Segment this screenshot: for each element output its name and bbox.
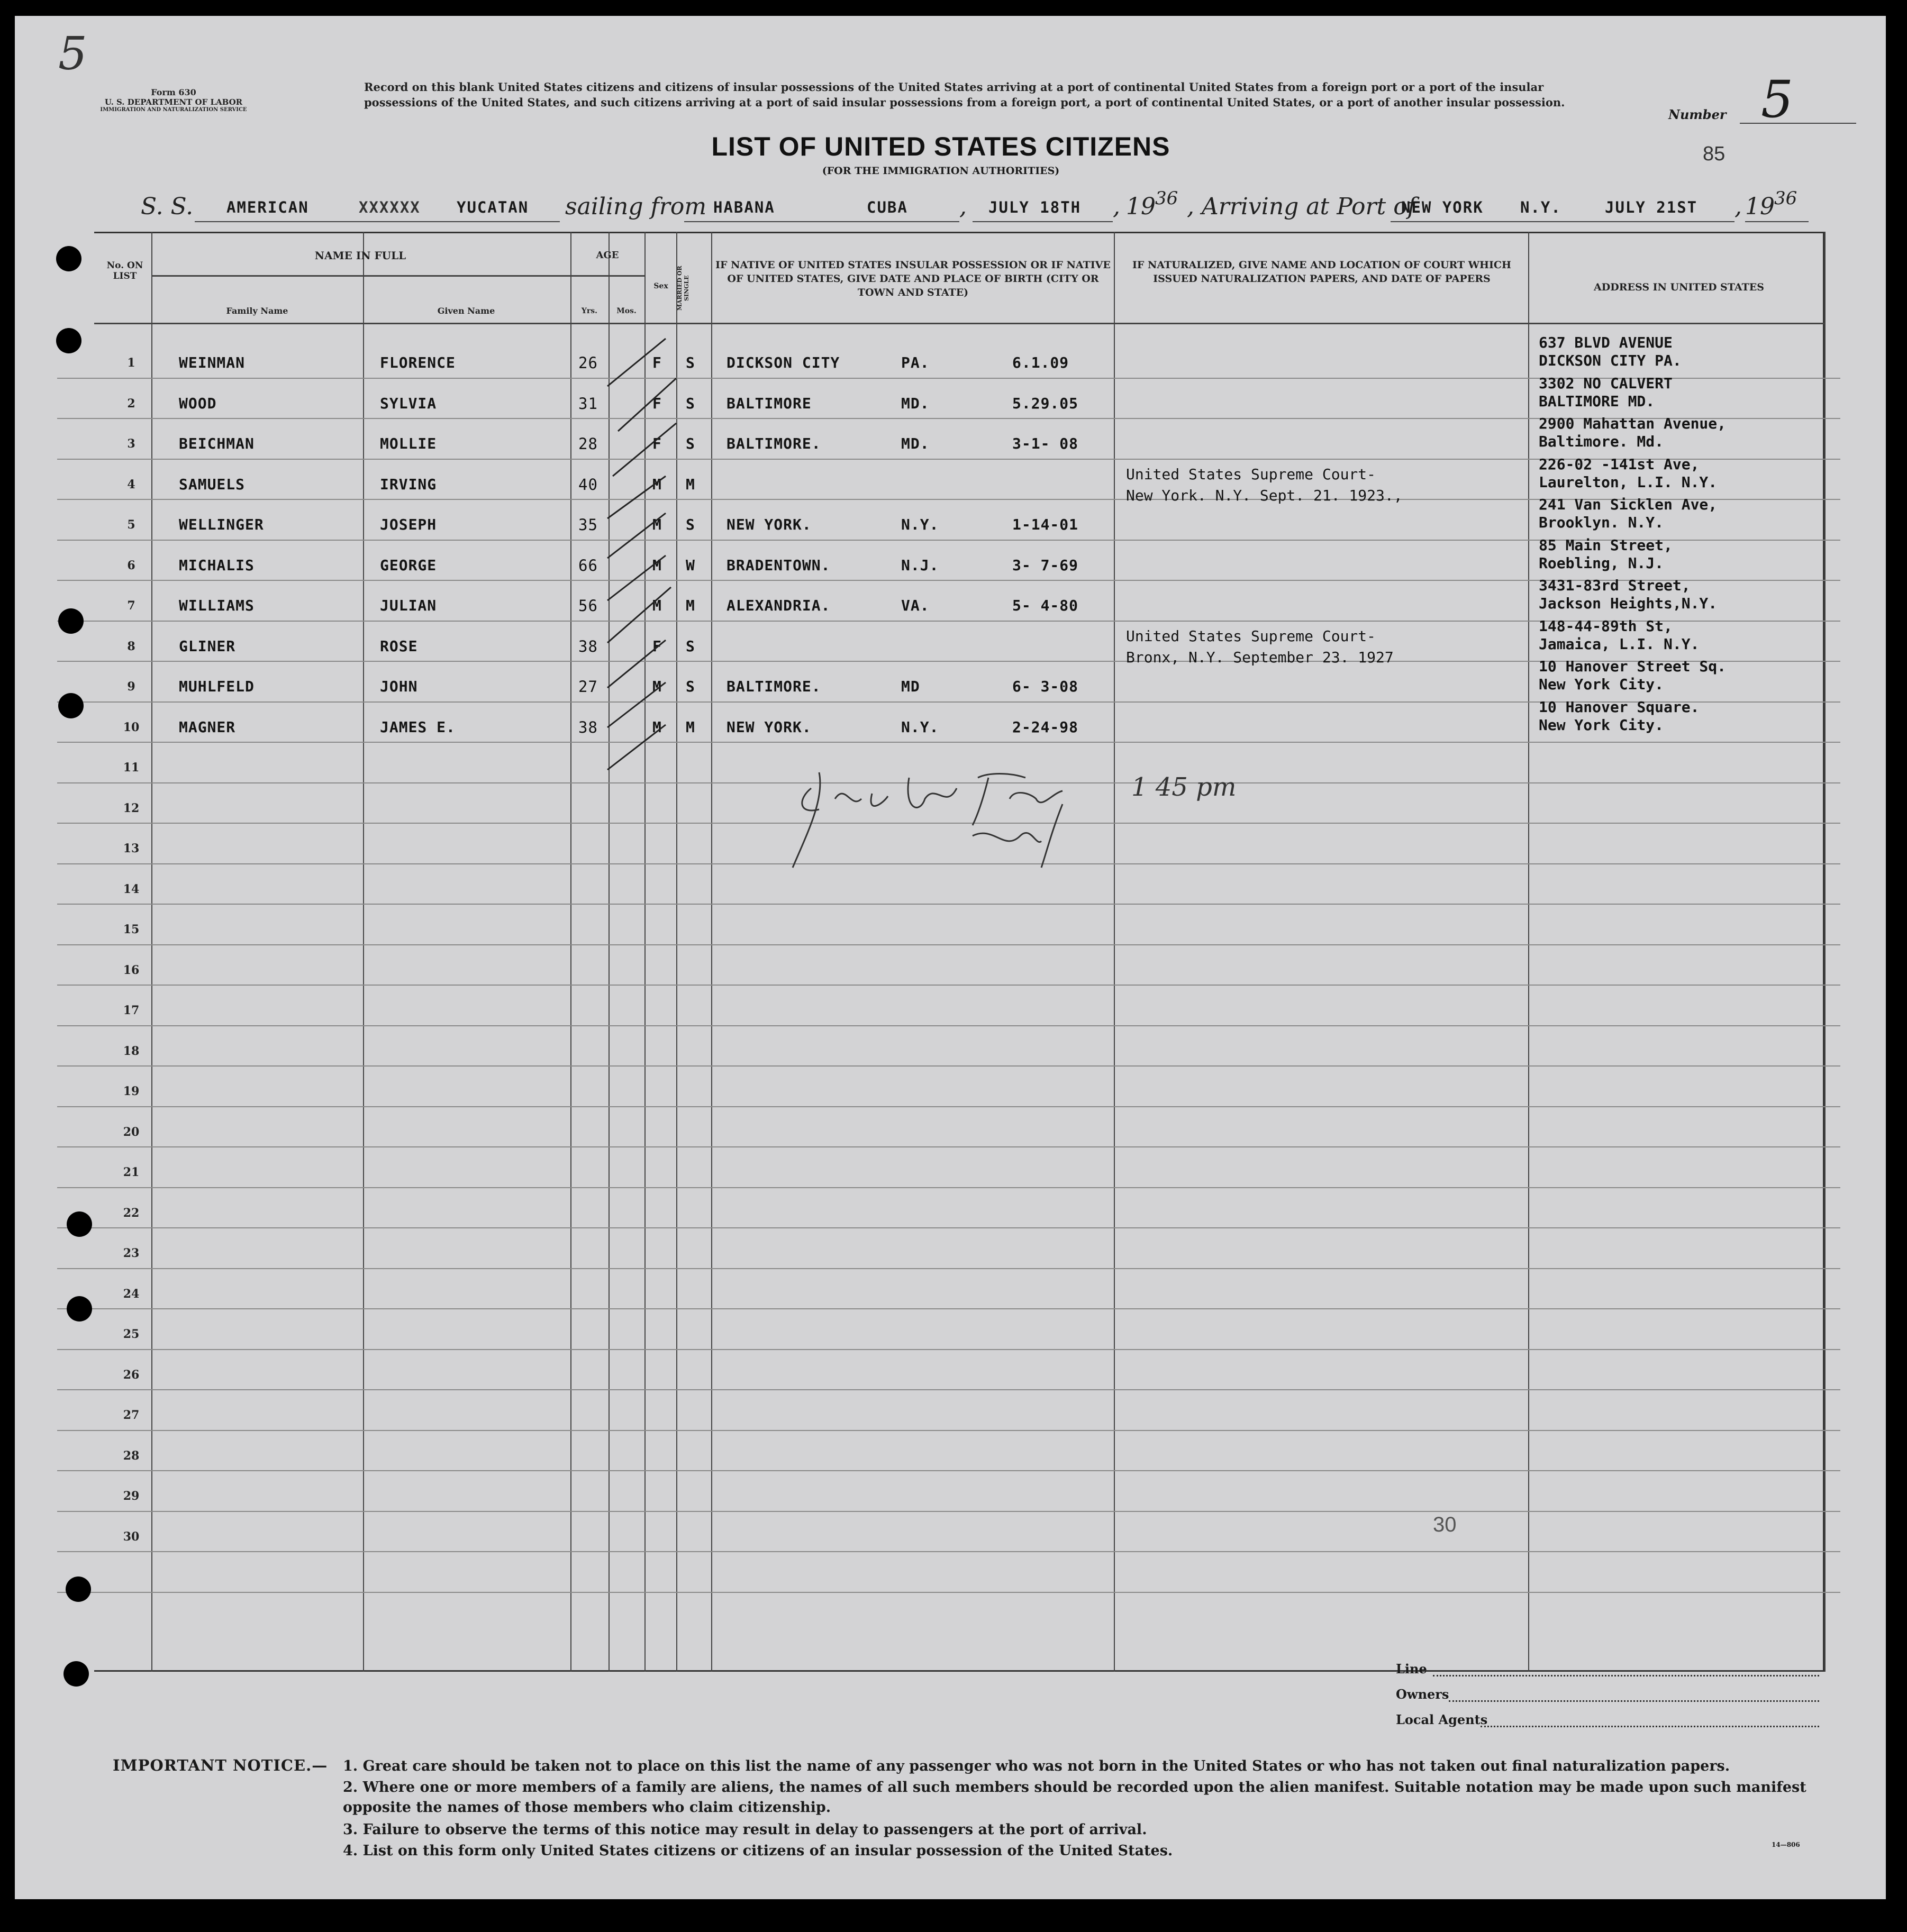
col-sex: Sex — [653, 282, 668, 290]
age-years-cell: 28 — [578, 435, 598, 453]
page-title: LIST OF UNITED STATES CITIZENS — [711, 132, 1170, 161]
address-cell: 10 Hanover Square. — [1539, 698, 1700, 716]
from-underline — [684, 221, 959, 222]
binder-hole — [58, 608, 84, 634]
signature-time: 1 45 pm — [1131, 772, 1237, 802]
row-number: 26 — [123, 1368, 140, 1382]
binder-hole — [67, 1211, 92, 1237]
agents-field — [1481, 1726, 1819, 1727]
binder-hole — [56, 328, 81, 353]
birth-state-cell: MD. — [901, 395, 930, 412]
address-cell: Jamaica, L.I. N.Y. — [1539, 635, 1700, 653]
row-divider — [57, 904, 1840, 905]
row-number: 12 — [123, 801, 140, 815]
address-cell: New York City. — [1539, 676, 1664, 693]
line-field — [1433, 1675, 1819, 1676]
row-number: 28 — [123, 1449, 140, 1463]
row-number: 25 — [123, 1327, 140, 1341]
row-number: 14 — [123, 882, 140, 896]
row-number: 2 — [127, 397, 135, 411]
arrive-date: JULY 21ST — [1605, 198, 1698, 216]
page-tally: 30 — [1433, 1513, 1457, 1536]
address-cell: New York City. — [1539, 716, 1664, 734]
family-name-cell: WILLIAMS — [179, 597, 255, 614]
sex-cell: F — [652, 435, 662, 452]
birth-state-cell: VA. — [901, 597, 930, 614]
family-name-cell: GLINER — [179, 637, 236, 655]
row-number: 20 — [123, 1125, 140, 1139]
age-years-cell: 56 — [578, 597, 598, 615]
birth-date-cell: 3- 7-69 — [1012, 557, 1079, 574]
address-cell: 85 Main Street, — [1539, 536, 1673, 554]
sail-date: JULY 18TH — [988, 198, 1082, 216]
given-name-cell: SYLVIA — [380, 395, 437, 412]
col-yrs: Yrs. — [581, 307, 598, 315]
family-name-cell: MUHLFELD — [179, 678, 255, 695]
notice-4: 4. List on this form only United States citizens or citizens of an insular possession of the United States. — [343, 1843, 1173, 1859]
given-name-cell: FLORENCE — [380, 354, 456, 371]
given-name-cell: JOHN — [380, 678, 418, 695]
address-cell: BALTIMORE MD. — [1539, 393, 1655, 410]
row-number: 24 — [123, 1287, 140, 1301]
arriving-label: , Arriving at Port of — [1187, 193, 1416, 220]
row-number: 6 — [127, 559, 135, 572]
row-divider — [57, 1025, 1840, 1026]
marital-status-cell: S — [686, 637, 695, 655]
age-years-cell: 38 — [578, 718, 598, 736]
row-divider — [57, 1106, 1840, 1107]
birth-date-cell: 6.1.09 — [1012, 354, 1069, 371]
marital-status-cell: M — [686, 597, 695, 614]
col-address: ADDRESS IN UNITED STATES — [1594, 281, 1764, 293]
line-label: Line — [1396, 1661, 1427, 1676]
arrive-year-prefix: 19 — [1745, 193, 1775, 220]
col-naturalized: IF NATURALIZED, GIVE NAME AND LOCATION OF COURT WHICH ISSUED NATURALIZATION PAPERS, AND DATE OF PAPERS — [1132, 259, 1511, 285]
address-cell: 3302 NO CALVERT — [1539, 375, 1673, 392]
naturalization-court-cell: United States Supreme Court- — [1126, 466, 1376, 483]
age-years-cell: 27 — [578, 678, 598, 696]
binder-hole — [67, 1296, 92, 1322]
manifest-sheet — [15, 16, 1886, 1899]
birth-state-cell: PA. — [901, 354, 930, 371]
col-family-name: Family Name — [226, 306, 288, 316]
birth-state-cell: N.J. — [901, 557, 939, 574]
from-country: CUBA — [867, 198, 908, 216]
comma-1: , — [959, 193, 967, 220]
marital-status-cell: S — [686, 354, 695, 371]
sex-cell: F — [652, 637, 662, 655]
naturalization-court-cell: Bronx, N.Y. September 23. 1927 — [1126, 649, 1394, 666]
number-underline — [1740, 123, 1856, 124]
birth-date-cell: 1-14-01 — [1012, 516, 1079, 533]
age-years-cell: 26 — [578, 354, 598, 372]
sex-cell: M — [652, 678, 662, 695]
address-cell: 10 Hanover Street Sq. — [1539, 658, 1727, 675]
birth-city-cell: BALTIMORE — [727, 395, 812, 412]
sex-cell: M — [652, 557, 662, 574]
row-number: 13 — [123, 842, 140, 855]
given-name-cell: GEORGE — [380, 557, 437, 574]
sex-cell: M — [652, 516, 662, 533]
column-divider — [1528, 232, 1529, 1672]
row-divider — [57, 1511, 1840, 1512]
address-cell: Jackson Heights,N.Y. — [1539, 595, 1718, 612]
sex-cell: M — [652, 476, 662, 493]
notice-3: 3. Failure to observe the terms of this notice may result in delay to passengers at the port of arrival. — [343, 1821, 1147, 1838]
row-divider — [57, 1349, 1840, 1350]
birth-date-cell: 5- 4-80 — [1012, 597, 1079, 614]
marital-status-cell: M — [686, 476, 695, 493]
comma-2: , — [1113, 193, 1120, 220]
row-number: 27 — [123, 1408, 140, 1422]
row-number: 7 — [127, 599, 135, 613]
age-years-cell: 66 — [578, 557, 598, 575]
column-divider — [1114, 232, 1115, 1672]
marital-status-cell: S — [686, 395, 695, 412]
comma-3: , — [1735, 193, 1742, 220]
address-cell: Brooklyn. N.Y. — [1539, 514, 1664, 531]
sex-cell: F — [652, 354, 662, 371]
birth-date-cell: 3-1- 08 — [1012, 435, 1079, 452]
address-cell: 2900 Mahattan Avenue, — [1539, 415, 1727, 432]
col-given-name: Given Name — [437, 306, 495, 316]
ship-name-struck: XXXXXX — [359, 198, 421, 216]
binder-hole — [66, 1576, 91, 1602]
row-divider — [57, 1389, 1840, 1390]
tick-marks — [597, 323, 724, 799]
birth-city-cell: NEW YORK. — [727, 718, 812, 736]
given-name-cell: JOSEPH — [380, 516, 437, 533]
birth-city-cell: BALTIMORE. — [727, 435, 821, 452]
family-name-cell: SAMUELS — [179, 476, 246, 493]
binder-hole — [63, 1661, 89, 1687]
birth-city-cell: ALEXANDRIA. — [727, 597, 831, 614]
family-name-cell: WEINMAN — [179, 354, 246, 371]
ship-name: AMERICAN — [226, 198, 309, 216]
birth-date-cell: 2-24-98 — [1012, 718, 1079, 736]
number-label: Number — [1668, 107, 1727, 122]
service-name: IMMIGRATION AND NATURALIZATION SERVICE — [100, 107, 247, 113]
row-number: 8 — [127, 640, 135, 653]
col-no-on-list: No. ON LIST — [106, 260, 143, 281]
address-cell: 148-44-89th St, — [1539, 617, 1673, 635]
age-years-cell: 35 — [578, 516, 598, 534]
sailing-label: sailing from — [565, 193, 707, 220]
column-divider — [570, 232, 571, 1672]
birth-city-cell: DICKSON CITY — [727, 354, 840, 371]
page-subtitle: (FOR THE IMMIGRATION AUTHORITIES) — [822, 165, 1060, 177]
row-divider — [57, 985, 1840, 986]
row-number: 5 — [127, 518, 135, 532]
marital-status-cell: S — [686, 435, 695, 452]
row-number: 1 — [127, 356, 135, 370]
from-port: HABANA — [713, 198, 775, 216]
officer-signature — [787, 767, 1105, 873]
col-name-in-full: NAME IN FULL — [314, 249, 406, 262]
row-number: 11 — [123, 761, 140, 774]
list-number: 5 — [1761, 70, 1794, 129]
form-id-block — [57, 87, 290, 113]
notice-1: 1. Great care should be taken not to place on this list the name of any passenger who was not born in the United States or who has not taken out final naturalization papers. — [343, 1758, 1730, 1774]
row-number: 22 — [123, 1206, 140, 1220]
ship-name-2: YUCATAN — [457, 198, 529, 216]
column-divider — [363, 232, 364, 1672]
notice-2: 2. Where one or more members of a family are aliens, the names of all such members should be recorded upon the alien manifest. Suitable notation may be made upon such manifest opposite the names of those members who claim citizenship. — [343, 1779, 1806, 1816]
agents-label: Local Agents — [1396, 1712, 1488, 1727]
given-name-cell: JAMES E. — [380, 718, 456, 736]
row-divider — [57, 1268, 1840, 1269]
birth-state-cell: N.Y. — [901, 516, 939, 533]
given-name-cell: JULIAN — [380, 597, 437, 614]
age-years-cell: 31 — [578, 395, 598, 413]
address-cell: 241 Van Sicklen Ave, — [1539, 496, 1718, 513]
arrive-port: NEW YORK — [1401, 198, 1484, 216]
row-divider — [57, 1551, 1840, 1552]
binder-hole — [58, 693, 84, 718]
record-instructions: Record on this blank United States citizens and citizens of insular possessions of the United States arriving at a port of continental United States from a foreign port or a port of the insular possessions of the United States, and such citizens arriving at a port of said insular possessions from a foreign port, a port of continental United States, or a port of another insular possession. — [364, 80, 1565, 109]
sail-year-suffix: 36 — [1155, 188, 1178, 209]
row-divider — [151, 275, 644, 277]
sex-cell: M — [652, 597, 662, 614]
row-number: 16 — [123, 963, 140, 977]
department-name: U. S. DEPARTMENT OF LABOR — [104, 97, 243, 107]
row-divider — [57, 1470, 1840, 1471]
address-cell: DICKSON CITY PA. — [1539, 352, 1682, 369]
corner-mark: 5 — [58, 28, 87, 80]
row-divider — [57, 1187, 1840, 1188]
address-cell: Laurelton, L.I. N.Y. — [1539, 473, 1718, 491]
row-number: 29 — [123, 1489, 140, 1503]
given-name-cell: IRVING — [380, 476, 437, 493]
given-name-cell: ROSE — [380, 637, 418, 655]
row-number: 23 — [123, 1246, 140, 1260]
birth-city-cell: NEW YORK. — [727, 516, 812, 533]
birth-state-cell: N.Y. — [901, 718, 939, 736]
row-number: 15 — [123, 923, 140, 936]
address-cell: Baltimore. Md. — [1539, 433, 1664, 450]
marital-status-cell: W — [686, 557, 695, 574]
row-divider — [57, 1592, 1840, 1593]
row-divider — [57, 944, 1840, 945]
arrive-state: N.Y. — [1520, 198, 1561, 216]
stamp-number: 85 — [1703, 143, 1726, 165]
birth-city-cell: BALTIMORE. — [727, 678, 821, 695]
family-name-cell: MICHALIS — [179, 557, 255, 574]
ship-name-underline — [195, 221, 560, 222]
birth-date-cell: 5.29.05 — [1012, 395, 1079, 412]
col-married-single: MARRIED OR SINGLE — [676, 266, 690, 311]
sex-cell: M — [652, 718, 662, 736]
row-divider — [57, 1308, 1840, 1309]
age-years-cell: 38 — [578, 637, 598, 655]
row-number: 30 — [123, 1530, 140, 1544]
row-divider — [57, 1227, 1840, 1228]
marital-status-cell: S — [686, 678, 695, 695]
arrive-year-underline — [1745, 221, 1809, 222]
form-code: 14—806 — [1772, 1841, 1800, 1848]
row-number: 19 — [123, 1085, 140, 1098]
arrive-underline — [1391, 221, 1735, 222]
age-years-cell: 40 — [578, 476, 598, 494]
address-cell: 637 BLVD AVENUE — [1539, 334, 1673, 351]
address-cell: Roebling, N.J. — [1539, 554, 1664, 572]
row-number: 17 — [123, 1004, 140, 1017]
family-name-cell: MAGNER — [179, 718, 236, 736]
notice-title: IMPORTANT NOTICE.— — [113, 1756, 328, 1774]
ss-label: S. S. — [141, 193, 194, 220]
column-divider — [1824, 232, 1826, 1672]
row-number: 4 — [127, 478, 135, 491]
row-number: 18 — [123, 1044, 140, 1058]
birth-state-cell: MD — [901, 678, 920, 695]
row-number: 10 — [123, 721, 140, 734]
sail-date-underline — [973, 221, 1113, 222]
row-divider — [94, 323, 1824, 324]
row-number: 9 — [127, 680, 135, 694]
row-number: 21 — [123, 1165, 140, 1179]
naturalization-court-cell: United States Supreme Court- — [1126, 627, 1376, 645]
marital-status-cell: M — [686, 718, 695, 736]
row-divider — [57, 1065, 1840, 1067]
birth-state-cell: MD. — [901, 435, 930, 452]
row-divider — [57, 1146, 1840, 1147]
family-name-cell: BEICHMAN — [179, 435, 255, 452]
row-divider — [57, 742, 1840, 743]
col-age: AGE — [596, 250, 619, 261]
naturalization-court-cell: New York. N.Y. Sept. 21. 1923., — [1126, 487, 1403, 504]
binder-hole — [56, 246, 81, 271]
form-number: Form 630 — [151, 87, 196, 97]
birth-city-cell: BRADENTOWN. — [727, 557, 831, 574]
family-name-cell: WELLINGER — [179, 516, 264, 533]
owners-field — [1449, 1700, 1819, 1702]
owners-label: Owners — [1396, 1687, 1449, 1702]
family-name-cell: WOOD — [179, 395, 217, 412]
address-cell: 3431-83rd Street, — [1539, 577, 1691, 594]
row-number: 3 — [127, 437, 135, 451]
col-mos: Mos. — [616, 307, 637, 315]
given-name-cell: MOLLIE — [380, 435, 437, 452]
col-birth: IF NATIVE OF UNITED STATES INSULAR POSSESSION OR IF NATIVE OF UNITED STATES, GIVE DATE AND PLACE OF BIRTH (CITY OR TOWN AND STATE) — [715, 259, 1111, 298]
row-divider — [57, 1430, 1840, 1431]
sex-cell: F — [652, 395, 662, 412]
marital-status-cell: S — [686, 516, 695, 533]
birth-date-cell: 6- 3-08 — [1012, 678, 1079, 695]
address-cell: 226-02 -141st Ave, — [1539, 455, 1700, 473]
arrive-year-suffix: 36 — [1774, 188, 1797, 209]
sail-year-prefix: 19 — [1126, 193, 1156, 220]
